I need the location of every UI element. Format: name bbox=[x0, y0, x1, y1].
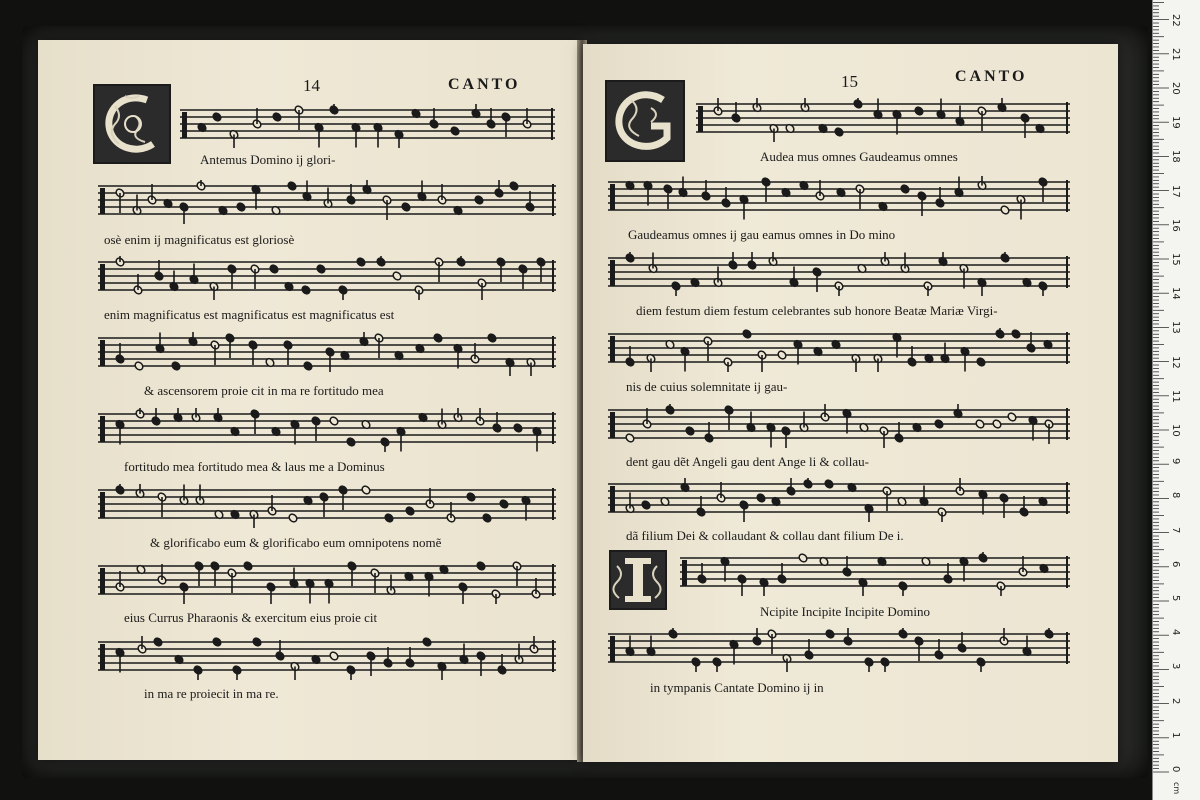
lyric-line: dã filium Dei & collaudant & collau dant filium De i. bbox=[626, 528, 904, 543]
ruler-number: 0 bbox=[1170, 766, 1181, 773]
music-staff bbox=[98, 560, 556, 600]
music-staff bbox=[98, 256, 556, 296]
ruler-number: 11 bbox=[1170, 389, 1181, 403]
ruler-number: 12 bbox=[1170, 355, 1181, 369]
lyric-line: enim magnificatus est magnificatus est magnificatus est bbox=[104, 307, 395, 322]
ruler-number: 2 bbox=[1170, 697, 1181, 704]
ruler-number: 21 bbox=[1170, 47, 1181, 61]
decorated-initial-g bbox=[605, 80, 685, 162]
music-staff bbox=[98, 180, 556, 220]
left-page-number: 14 bbox=[303, 76, 320, 95]
ruler-number: 6 bbox=[1170, 560, 1181, 568]
music-staff bbox=[696, 98, 1070, 138]
right-page-number: 15 bbox=[841, 72, 858, 91]
left-page-voice: CANTO bbox=[448, 76, 521, 93]
lyric-line: Ncipite Incipite Incipite Domino bbox=[760, 604, 931, 619]
lyric-line: osè enim ij magnificatus est gloriosè bbox=[104, 232, 295, 247]
lyric-line: & ascensorem proie cit in ma re fortitudo mea bbox=[144, 383, 384, 398]
ruler-number: 20 bbox=[1170, 82, 1181, 95]
ruler-number: 17 bbox=[1170, 184, 1181, 198]
music-staff bbox=[98, 636, 556, 676]
ruler-number: 15 bbox=[1170, 253, 1181, 266]
lyric-line: nis de cuius solemnitate ij gau- bbox=[626, 379, 788, 394]
lyric-line: fortitudo mea fortitudo mea & laus me a Dominus bbox=[124, 459, 385, 474]
lyric-line: diem festum diem festum celebrantes sub honore Beatæ Mariæ Virgi- bbox=[636, 303, 998, 318]
ruler-number: 1 bbox=[1170, 731, 1181, 739]
ruler-unit-label: cm bbox=[1172, 782, 1181, 795]
music-staff bbox=[608, 628, 1070, 668]
music-staff bbox=[608, 404, 1070, 444]
lyric-line: dent gau dẽt Angeli gau dent Ange li & collau- bbox=[626, 454, 869, 469]
ruler-number: 10 bbox=[1170, 424, 1181, 437]
music-staff bbox=[180, 104, 555, 144]
music-staff bbox=[98, 408, 556, 448]
measuring-ruler bbox=[1152, 0, 1200, 800]
ruler-number: 5 bbox=[1170, 595, 1181, 602]
ruler-number: 9 bbox=[1170, 458, 1181, 465]
ruler-number: 13 bbox=[1170, 321, 1181, 335]
ruler-number: 7 bbox=[1170, 526, 1181, 533]
ruler-number: 8 bbox=[1170, 492, 1181, 499]
ruler-number: 14 bbox=[1170, 287, 1181, 300]
lyric-line: in ma re proiecit in ma re. bbox=[144, 686, 279, 701]
decorated-initial-c bbox=[93, 84, 171, 164]
ruler-number: 16 bbox=[1170, 218, 1181, 232]
lyric-line: Audea mus omnes Gaudeamus omnes bbox=[760, 149, 958, 164]
ruler-number: 3 bbox=[1170, 663, 1181, 670]
music-staff bbox=[608, 328, 1070, 368]
lyric-line: Gaudeamus omnes ij gau eamus omnes in Do mino bbox=[628, 227, 896, 242]
decorated-initial-i bbox=[609, 550, 667, 610]
music-staff bbox=[608, 176, 1070, 216]
music-staff bbox=[608, 478, 1070, 518]
lyric-line: & glorificabo eum & glorificabo eum omnipotens nomẽ bbox=[150, 535, 442, 550]
lyric-line: eius Currus Pharaonis & exercitum eius proie cit bbox=[124, 610, 378, 625]
lyric-line: Antemus Domino ij glori- bbox=[200, 152, 336, 167]
music-staff bbox=[98, 332, 556, 372]
music-staff bbox=[680, 552, 1070, 592]
music-staff bbox=[608, 252, 1070, 292]
lyric-line: in tympanis Cantate Domino ij in bbox=[650, 680, 824, 695]
ruler-number: 4 bbox=[1170, 629, 1181, 636]
right-page-voice: CANTO bbox=[955, 68, 1028, 85]
music-staff bbox=[98, 484, 556, 524]
ruler-number: 19 bbox=[1170, 116, 1181, 129]
ruler-number: 22 bbox=[1170, 13, 1181, 27]
ruler-number: 18 bbox=[1170, 150, 1181, 164]
